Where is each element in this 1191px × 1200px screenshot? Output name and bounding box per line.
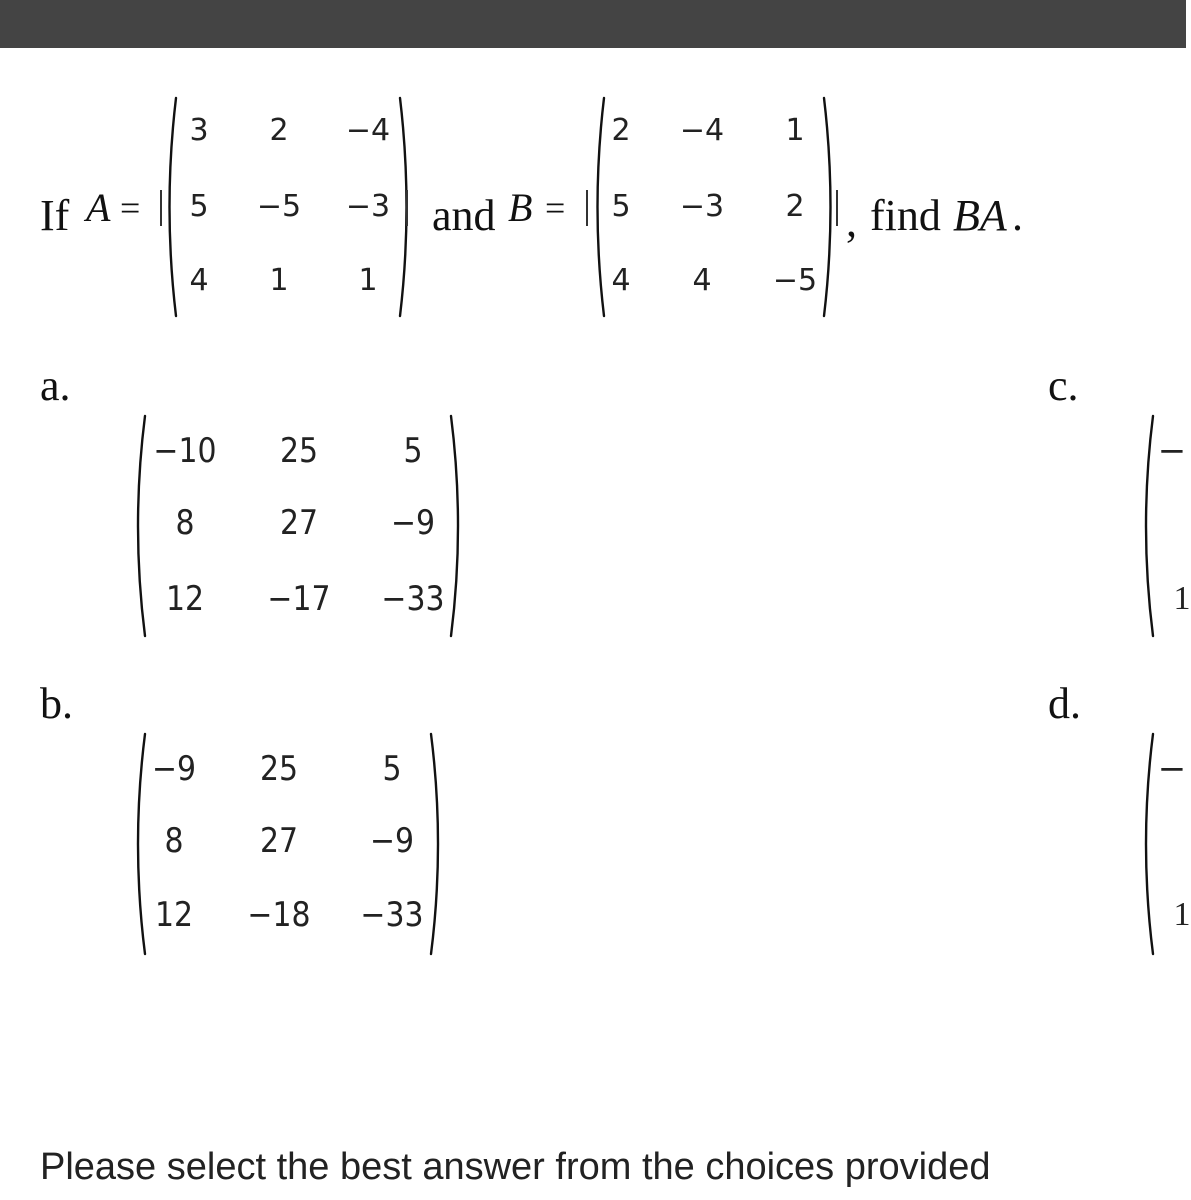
choice-b-right-paren (424, 732, 448, 956)
question-comma: , (846, 197, 857, 246)
choice-c-label[interactable]: c. (1048, 361, 1079, 410)
choice-d-label[interactable]: d. (1048, 679, 1081, 728)
choice-a-left-paren (128, 414, 152, 638)
question-find: find (870, 191, 941, 240)
matrix-a-bar-right (406, 190, 408, 226)
choice-b-matrix[interactable] (128, 732, 448, 956)
choice-b-cell: −9 (151, 749, 197, 789)
matrix-b-cell: −3 (679, 189, 725, 224)
choice-a-cell: 12 (165, 579, 205, 619)
matrix-a-cell: −4 (345, 113, 391, 148)
matrix-a-cell: 3 (189, 113, 209, 148)
choice-b-cell: 8 (164, 821, 184, 861)
matrix-b-cell: 5 (611, 189, 631, 224)
question-a-label: A (86, 185, 111, 230)
matrix-b-left-paren (588, 96, 610, 318)
question-period: . (1012, 191, 1023, 240)
choice-b-cell: 5 (382, 749, 402, 789)
choice-a-cell: 27 (279, 503, 319, 543)
question-b-label: B (508, 185, 533, 230)
top-bar (0, 0, 1186, 48)
choice-c-partial-top: − (1157, 431, 1187, 471)
question-and: and (432, 191, 496, 240)
matrix-b-cell: −4 (679, 113, 725, 148)
choice-d-left-paren (1136, 732, 1160, 956)
matrix-b-bar-right (836, 190, 838, 226)
matrix-a-cell: −3 (345, 189, 391, 224)
matrix-a-cell: −5 (256, 189, 302, 224)
choice-b-cell: 12 (154, 895, 194, 935)
choice-a-right-paren (444, 414, 468, 638)
choice-a-cell: −33 (381, 579, 445, 619)
question-a-equals: = (120, 188, 141, 228)
matrix-a-cell: 5 (189, 189, 209, 224)
matrix-a-cell: 1 (269, 263, 289, 298)
question-b-equals: = (545, 188, 566, 228)
choice-b-left-paren (128, 732, 152, 956)
question-if: If (40, 191, 70, 240)
choice-b-cell: 25 (259, 749, 299, 789)
choice-a-cell: −9 (390, 503, 436, 543)
matrix-b-cell: 4 (611, 263, 631, 298)
choice-a-cell: 8 (175, 503, 195, 543)
choice-b-cell: 27 (259, 821, 299, 861)
choice-a-cell: −17 (267, 579, 331, 619)
choice-b-label[interactable]: b. (40, 679, 73, 728)
choice-c-left-paren (1136, 414, 1160, 638)
matrix-a-cell: 1 (358, 263, 378, 298)
matrix-b-cell: 2 (785, 189, 805, 224)
matrix-b-cell: −5 (772, 263, 818, 298)
choice-a-label[interactable]: a. (40, 361, 71, 410)
choice-c-partial-bottom: 1 (1173, 580, 1191, 617)
choice-a-matrix[interactable] (128, 414, 468, 638)
matrix-a (160, 96, 416, 318)
question-target: BA (953, 191, 1007, 240)
choice-a-cell: 25 (279, 431, 319, 471)
matrix-a-left-paren (160, 96, 182, 318)
matrix-b (588, 96, 840, 318)
choice-a-cell: −10 (153, 431, 217, 471)
matrix-a-cell: 4 (189, 263, 209, 298)
matrix-b-cell: 4 (692, 263, 712, 298)
choice-a-cell: 5 (403, 431, 423, 471)
choice-b-cell: −33 (360, 895, 424, 935)
choice-d-partial-bottom: 1 (1173, 896, 1191, 933)
choice-d-partial-top: − (1157, 749, 1187, 789)
choice-b-cell: −9 (369, 821, 415, 861)
matrix-a-right-paren (394, 96, 416, 318)
matrix-b-cell: 2 (611, 113, 631, 148)
matrix-a-cell: 2 (269, 113, 289, 148)
matrix-b-cell: 1 (785, 113, 805, 148)
instruction-text: Please select the best answer from the choices provided (40, 1146, 991, 1188)
choice-b-cell: −18 (247, 895, 311, 935)
